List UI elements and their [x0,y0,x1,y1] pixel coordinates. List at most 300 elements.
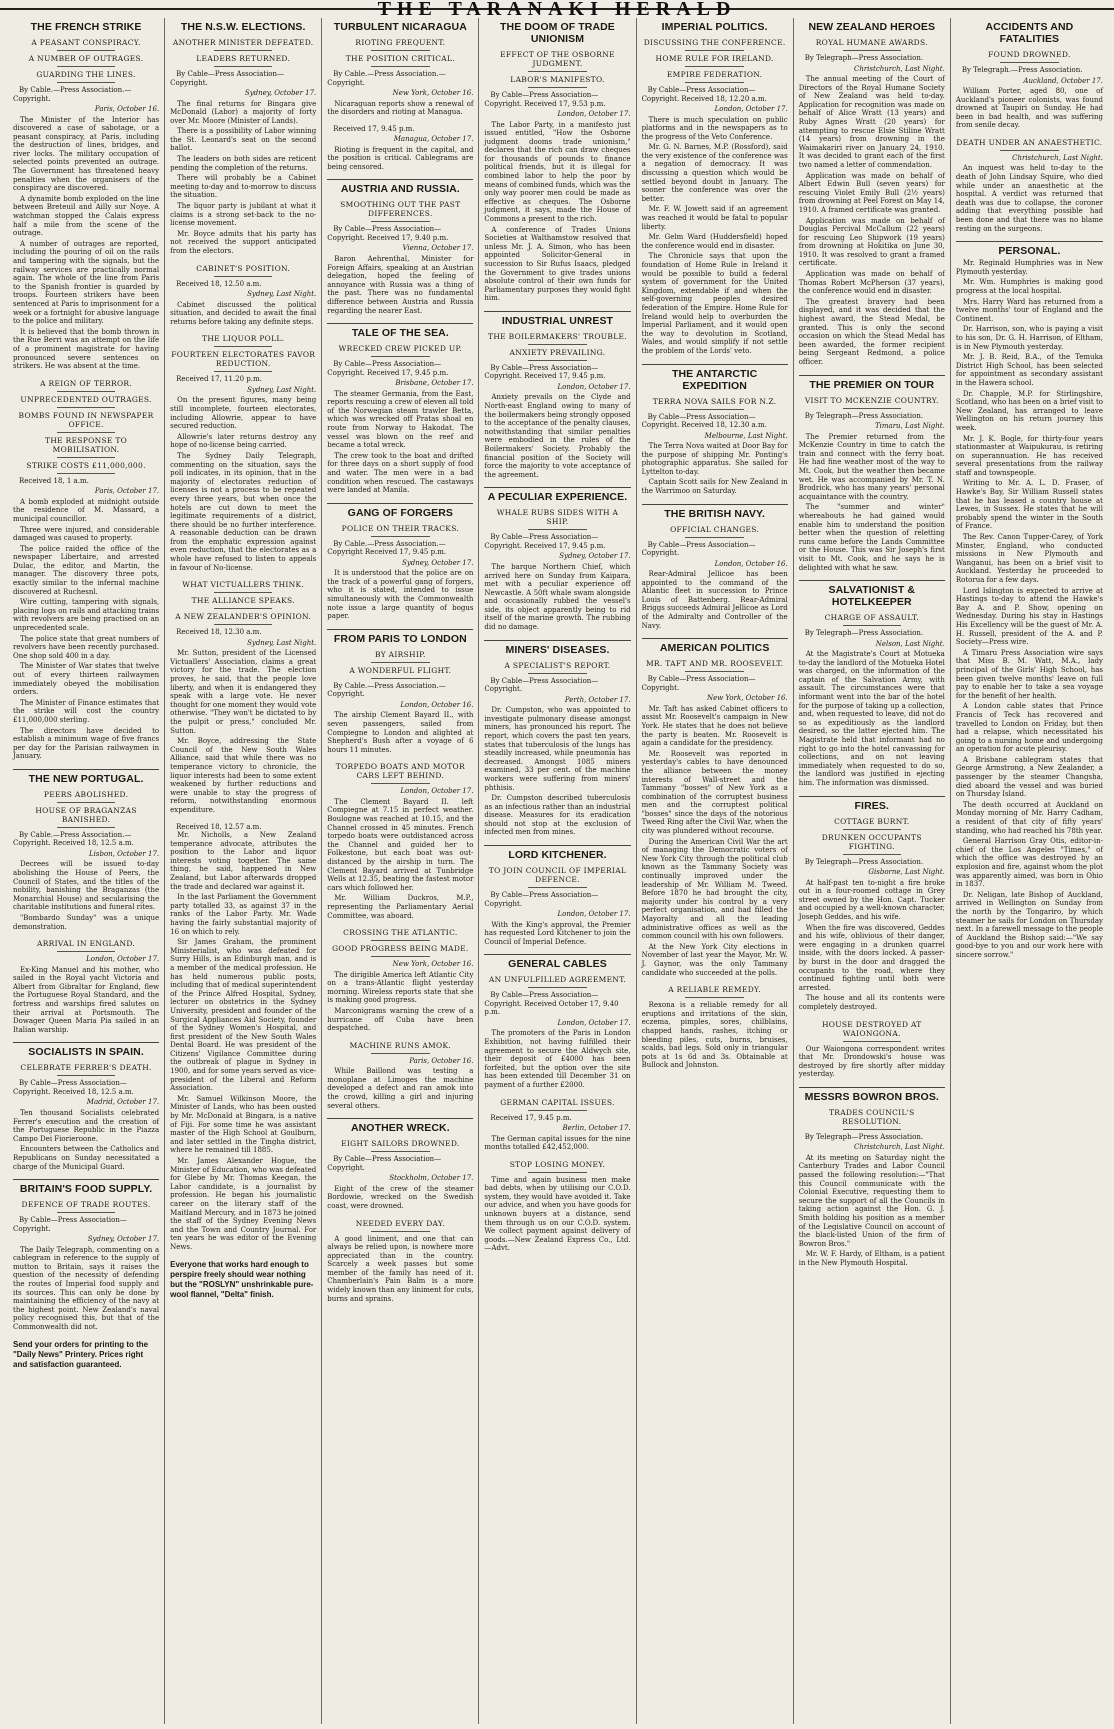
article-paragraph: Mr. Roosevelt was reported in yesterday's cables to have denounced the alliance between the money interests of Wall-street and the Tammany "bosses" of New York as a combination of the corruptest business men and the corruptest political "bosses" since the days of the notorious Tweed Ring after the Civil War, when the city was plundered without recourse. [641,749,788,836]
article-dateline: Paris, October 16. [409,1056,474,1065]
article-subheading: A SPECIALIST'S REPORT. [504,660,611,670]
article-dateline: Paris, October 17. [94,487,160,496]
column-6 [794,18,951,1724]
article-paragraph: The liquor party is jubilant at what it claims is a strong set-back to the no-license movement. [170,202,317,228]
article [13,769,159,931]
advertisement-text: Send your orders for printing to the "Daily News" Printery. Prices right and satisfaction guaranteed. [13,1339,149,1369]
divider [214,624,272,625]
article [170,823,316,1252]
article-paragraph: Mr. William Duckros, M.P., representing the Parliamentary Aerial Committee, was aboard. [327,894,474,920]
article-byline: By Telegraph—Press Association. [804,1132,924,1141]
article-paragraph: Mr. Reginald Humphries was in New Plymouth yesterday. [955,259,1103,276]
article-paragraph: A Brisbane cablegram states that George Armstrong, a New Zealander, a passenger by the steamer Changsha, died aboard the vessel and was buried on Thursday Island. [955,755,1103,799]
article-dateline: Vienna, October 17. [402,244,474,253]
divider [371,536,429,537]
article-subheading: A NEW ZEALANDER'S OPINION. [175,612,312,622]
article-paragraph: Mr. W. F. Hardy, of Eltham, is a patient in the New Plymouth Hospital. [798,1250,945,1267]
article-byline: By Cable.—Press Association.—Copyright. [327,70,446,87]
article-dateline: Sydney, Last Night. [247,290,317,299]
article [13,1042,159,1171]
article-heading: THE ANTARCTIC EXPEDITION [642,364,788,394]
divider [685,82,743,83]
divider [371,940,429,941]
divider [371,221,429,222]
article-subheading: A REIGN OF TERROR. [40,378,133,388]
article-paragraph: An inquest was held to-day to the death of John Lindsay Squire, who died while under an anaesthetic at the hospital. A verdict was returned that death was due to collapse, the coroner adding that everything possible had been done and that there was no blame resting on the surgeons. [955,164,1103,233]
article-subheading: BY AIRSHIP. [375,649,426,659]
divider [214,276,272,277]
divider [371,956,429,957]
article-paragraph: The leaders on both sides are reticent pending the completion of the returns. [170,155,317,172]
column-5 [637,18,794,1724]
article [327,18,473,117]
article-byline: By Cable—Press Association—Copyright. Received 18, 12.5 a.m. [13,1079,134,1096]
article-subheading: PEERS ABOLISHED. [43,789,129,799]
article-paragraph: While Baillond was testing a monoplane at Limoges the machine developed a defect and ran amok into the crowd, killing a girl and injuring several others. [327,1067,474,1110]
article [642,638,788,977]
article [13,18,159,371]
article-paragraph: With the King's approval, the Premier has requested Lord Kitchener to join the Council of Imperial Defence. [484,920,631,946]
masthead [0,0,1114,20]
divider [685,537,743,538]
divider [57,82,115,83]
article-heading: MESSRS BOWRON BROS. [799,1087,945,1105]
article-paragraph: The Sydney Daily Telegraph, commenting on the situation, says the poll indicates, in its opinion, that in the majority of electorates reduction of licenses is not a process to be repeated every three years, but when once the hotels are cut down to meet the legitimate requirements of a district, there should be no further interference. A reasonable deduction can be drawn from the emphatic expression against even reduction, that the electorates as a whole have refused to listen to appeals in favour of No-license. [170,451,317,572]
article-dateline: New York, October 16. [392,89,474,97]
article [484,311,630,479]
article-paragraph: Rioting is frequent in the capital, and the position is critical. Cablegrams are being censored. [327,145,474,171]
article-paragraph: The house and all its contents were completely destroyed. [798,994,945,1011]
article [327,629,473,754]
article-subheading: A WONDERFUL FLIGHT. [349,665,452,675]
article-byline: By Telegraph—Press Association. [804,629,924,638]
article [170,580,316,814]
divider [371,662,429,663]
article-dateline: Auckland, October 17. [1023,76,1103,85]
article-byline: Received 17, 11.20 p.m. [176,375,262,384]
article-subheading: TO JOIN COUNCIL OF IMPERIAL DEFENCE. [488,866,627,885]
article-dateline: Berlin, October 17. [562,1124,631,1132]
article [484,845,630,946]
article [327,762,473,920]
article-heading: TALE OF THE SEA. [327,323,473,341]
article-subheading: STOP LOSING MONEY. [509,1159,606,1169]
divider [214,592,272,593]
article-paragraph: Mr. James Alexander Hogue, the Minister of Education, who was defeated for Glebe by Mr. Thomas Keegan, the Labor candidate, is a journalist by profession. He began his journalistic career on the literary staff of the Maitland Mercury, and in 1873 he joined the staff of the Sydney Evening News and the Town and Country Journal. For ten years he was editor of the Evening News. [170,1157,317,1251]
article-byline: By Telegraph—Press Association. [804,411,924,420]
article-heading: A PECULIAR EXPERIENCE. [484,487,630,505]
article-paragraph: The "summer and winter" whereabouts he had gained would enable him to understand the position better when the question of reletting runs came before the Lands Committee or the House. This was Sir Joseph's first visit to Mt. Cook, and he says he is delighted with what he saw. [798,503,945,572]
divider [371,678,429,679]
divider [1000,62,1059,63]
divider [843,1041,901,1042]
article-dateline: London, October 17. [557,382,631,391]
article-dateline: Christchurch, Last Night. [1012,153,1103,162]
article-paragraph: The Rev. Canon Tupper-Carey, of York Minster, England, who conducted missions in New Plymouth and Wanganui, has been on a brief visit to Auckland. Yesterday he proceeded to Rotorua for a few days. [955,533,1103,584]
divider [528,71,586,72]
article-byline: By Cable.—Press Association.—Copyright. [13,86,132,103]
article-byline: By Cable—Press Association—Copyright. [484,676,599,694]
article-paragraph: Three were injured, and considerable damaged was caused to property. [13,525,160,543]
article [170,18,316,256]
article-paragraph: The Minister of War states that twelve out of every thirteen railwaymen immediately obeyed the mobilisation orders. [13,662,160,697]
article-paragraph: During the American Civil War the art of managing the Democratic voters of New York City through the political club known as the Tammany Society was continually improved under the leadership of Mr. William M. Tweed. Before 1870 he had brought the city, majority under his control by a very perfect organisation, and had filled the Mayoralty and all the leading administrative offices as well as the common council with his own followers. [641,837,788,941]
article-paragraph: The Labor Party, in a manifesto just issued entitled, "How the Osborne judgment dooms trade unionism," declares that the rich can draw cheques for thousands of pounds to finance political friends, but it is illegal for combined labor to help the poor by means of combined funds, which was the only way poorer men could be made as effective as cheques. The Osborne judgment, it says, made the House of Commons a present to the rich. [484,120,631,224]
article-dateline: London, October 17. [400,787,474,796]
article-subheading: A RELIABLE REMEDY. [668,985,761,995]
article-subheading: FOURTEEN ELECTORATES FAVOR REDUCTION. [171,350,316,369]
article [642,18,788,356]
article-paragraph: The directors have decided to establish a minimum wage of five francs per day for the Parisian railwaymen in January. [13,726,160,761]
article-paragraph: Mr. G. N. Barnes, M.P. (Rossford), said the very existence of the conference was a negation of democracy. It was discussing a question which would be settled beyond doubt in January. The sooner the conference was over the better. [641,143,788,203]
article [484,640,630,837]
article-subheading: TERRA NOVA SAILS FOR N.Z. [652,396,777,406]
article-paragraph: Eight of the crew of the steamer Bordowie, wrecked on the Swedish coast, were drowned. [327,1184,474,1210]
article [13,379,159,761]
divider [843,625,901,626]
article-dateline: Christchurch, Last Night. [853,1143,945,1152]
article-dateline: Sydney, October 17. [244,89,317,97]
article-subheading: COTTAGE BURNT. [834,816,910,826]
article-paragraph: Mr. F. W. Jowett said if an agreement was reached it would be fatal to popular liberty. [641,205,788,231]
article-paragraph: Application was made on behalf of Thomas Robert McPherson (37 years), the conference would end in disaster. [798,270,945,296]
article-dateline: Nelson, Last Night. [875,639,945,648]
divider [57,66,115,67]
divider [843,854,901,855]
divider [685,997,743,998]
article-subheading: GUARDING THE LINES. [36,70,136,79]
article-dateline: Sydney, Last Night. [247,638,317,647]
divider [214,371,272,372]
divider [371,783,429,784]
article-heading: GANG OF FORGERS [327,503,473,521]
article [642,364,788,496]
article-paragraph: Mr. J. K. Bogle, for thirty-four years stationmaster at Waipukurau, is retiring on superannuation. He has received several presentations from the railway staff and townspeople. [955,434,1103,477]
divider [214,50,272,51]
article-paragraph: The barque Northern Chief, which arrived here on Sunday from Kaipara, met with a peculiar experience off Newcastle. A 50ft whale swam alongside and occasionally rubbed the vessel's side, its object apparently being to rid itself of the marine growth. The rubbing did no damage. [484,562,631,632]
article-paragraph: Mr. J. B. Reid, B.A., of the Temuka District High School, has been selected for appointment as secondary assistant in the Hawera school. [955,353,1103,387]
article-subheading: FOUND DROWNED. [988,50,1071,59]
article-subheading: TRADES COUNCIL'S RESOLUTION. [829,1107,915,1126]
article-paragraph: Baron Aehrenthal, Minister for Foreign Affairs, speaking at an Austrian delegation, hoped the feeling of annoyance with Russia was a thing of the past. There was no fundamental difference between Austria and Russia regarding the nearer East. [327,254,474,315]
article-dateline: London, October 17. [714,105,788,113]
article-dateline: Christchurch, Last Night. [853,64,945,73]
article-byline: By Telegraph.—Press Association. [961,66,1083,74]
article-subheading: ARRIVAL IN ENGLAND. [37,939,136,949]
divider [57,391,115,392]
article-paragraph: The annual meeting of the Court of Directors of the Royal Humane Society of New Zealand was held to-day. Application for recognition was made on behalf of Alice Wratt (13 years) and Ruby Agnes Wratt (20 years) for attempting to rescue Elsie Stiline Wratt (14 years) from drowning in the Waimakariri river on January 24, 1910. It was decided to grant each of the first two named a letter of commendation. [798,75,945,169]
article-subheading: HOME RULE FOR IRELAND. [655,54,774,63]
article-heading: THE FRENCH STRIKE [30,21,142,33]
article-subheading: UNPRECEDENTED OUTRAGES. [20,394,152,404]
article-subheading: VISIT TO MCKENZIE COUNTRY. [804,395,939,405]
article [642,985,788,1070]
article-subheading: EMPIRE FEDERATION. [666,70,763,79]
article-paragraph: Encounters between the Catholics and Republicans on Sunday necessitated a charge of the Municipal Guard. [13,1145,160,1171]
divider [371,356,429,357]
divider [843,829,901,830]
article-byline: By Telegraph—Press Association. [804,54,924,62]
article-paragraph: It is understood that the police are on the track of a powerful gang of forgers, who it is stated, intended to issue simultaneously with the Commonwealth note issue a large quantity of bogus paper. [327,569,474,621]
article-subheading: WHAT VICTUALLERS THINK. [182,580,305,590]
article-paragraph: A Timaru Press Association wire says that Miss B. M. Watt, M.A., lady principal of the Girls' High School, has been given twelve months' leave on full pay to enable her to take a sea voyage for the benefit of her health. [955,648,1103,700]
article-paragraph: The crew took to the boat and drifted for three days on a short supply of food and water. The men were in a bad condition when rescued. The castaways were landed at Manila. [327,451,474,495]
article-paragraph: Decrees will be issued to-day abolishing the House of Peers, the Council of States, and the titles of the nobility, banishing the Braganzas (the Monarchial House) and secularising the charitable institutions and funeral rites. [13,860,160,912]
article-dateline: Melbourne, Last Night. [704,431,788,440]
article [799,580,945,788]
article-paragraph: Ten thousand Socialists celebrated Ferrer's execution and the creation of the Portuguese Republic in the Piazza Campo Dei Fiorieroone. [13,1108,160,1143]
article-paragraph: A dynamite bomb exploded on the line between Breteuil and Ailly sur Noye. A watchman stopped the Calais express half a mile from the scene of the outrage. [13,194,160,238]
article-paragraph: Mr. Samuel Wilkinson Moore, the Minister of Lands, who has been ousted by Mr. McDonald at Bingara, is a native of Fiji. For some time he was assistant master of the High School at Goulburn, and later settled in the Tingha district, where he remained till 1885. [170,1094,317,1155]
divider [528,887,586,888]
article-paragraph: In the last Parliament the Government party totalled 33, as against 37 in the ranks of the Labor Party. Mr. Wade having the fairly substantial majority of 16 on which to rely. [170,893,317,936]
masthead-title: THE TARANAKI HERALD [377,0,737,20]
divider [528,344,586,345]
article-byline: By Cable—Press Association—Copyright. [484,891,599,908]
article-paragraph: Mr. Gelm Ward (Huddersfield) hoped the conference would end in disaster. [641,233,788,250]
article-paragraph: Mr. Nicholls, a New Zealand temperance advocate, attributes the position to the Labor and liquor interests voting together. The same thing, he said, happened in New Zealand, but Labor afterwards dropped the trade and declared war against it. [170,831,317,891]
article [799,1087,945,1268]
article-subheading: SMOOTHING OUT THE PAST DIFFERENCES. [340,200,461,219]
article-paragraph: The police state that great numbers of revolvers have been recently purchased. One shop sold 400 in a day. [13,634,160,660]
divider [685,409,743,410]
article-paragraph: Sir James Graham, the prominent Ministerialist, who was defeated for Surry Hills, is an Edinburgh man, and is a member of the medical profession. He has held numerous public posts, including that of medical superintendent of the Prince Alfred Hospital, Sydney, lecturer on obstetrics in the Sydney University, president and founder of the Surgical Appliances Aid Society, founder of the Sydney Women's Hospital, and first president of the New South Wales Dental Board. He was president of the Citizens' Vigilance Committee during the outbreak of plague in Sydney in 1900, and for some years served as vice-president of the Liberal and Reform Association. [170,938,317,1093]
article-paragraph: The Minister of the Interior has discovered a case of sabotage, or a peasant conspiracy, at Paris, including the destruction of lines, bridges, and river locks. The military occupation of selected points prevented an outrage. The Government has threatened heavy penalties when the organisers of the conspiracy are discovered. [13,115,160,193]
article-subheading: HOUSE OF BRAGANZAS BANISHED. [35,805,137,824]
article-paragraph: A bomb exploded at midnight outside the residence of M. Massard, a municipal councillor. [13,497,160,523]
article [170,334,316,572]
article-paragraph: Rear-Admiral Jellicoe has been appointed to the command of the Atlantic fleet in succession to Prince Louis of Battenberg. Rear-Admiral Briggs succeeds Admiral Jellicoe as Lord of the Admiralty and Controller of the Navy. [641,570,788,630]
article [327,503,473,621]
article-heading: NEW ZEALAND HEROES [808,21,936,33]
article-subheading: DRUNKEN OCCUPANTS FIGHTING. [821,832,922,851]
divider [371,66,429,67]
article-paragraph: Application was made on behalf of Douglas Percival McCallum (22 years) for rescuing Leo Shipwork (19 years) from drowning at Hokitika on June 30, 1910. It was resolved to grant a framed certificate. [798,216,945,268]
article-subheading: LEADERS RETURNED. [196,54,291,63]
article-paragraph: Time and again business men make bad debts, when by utilising our C.O.D. system, they would have avoided it. Take our advice, and when you have goods for unknown buyers at a distance, send them through us on our C.O.D. system. We collect payment against delivery of goods.—New Zealand Express Co., Ltd.—Advt. [484,1175,631,1253]
article-heading: AMERICAN POLITICS [642,638,788,656]
article-paragraph: The Clement Bayard II. left Compiegne at 7.15 in perfect weather. Boulogne was reached at 10.15, and the Channel crossed in 45 minutes. French torpedo boats were outdistanced across the Channel and guided her to Folkestone, but each boat was out-distanced by the airship in turn. The Clement Bayard arrived at Tunbridge Wells at 12.35, beating the fastest motor cars which followed her. [327,797,474,892]
article-paragraph: Application was made on behalf of Albert Edwin Bull (seven years) for rescuing Violet Emily Bull (2½ years) from drowning at Peel Forest on May 14, 1910. A framed certificate was granted. [798,171,945,214]
divider [528,987,586,988]
article-paragraph: The police raided the office of the newspaper Libertaire, and arrested Dulac, the editor, and Martin, the manager. The discovery three pots, exactly similar to the infernal machine discovered at Ruchesnl. [13,544,160,596]
article-subheading: MACHINE RUNS AMOK. [349,1040,452,1050]
advertisement-text: Everyone that works hard enough to perspire freely should wear nothing but the "ROSLYN" unshrinkable pure-wool flannel, "Delta" finish. [170,1259,314,1299]
article-subheading: ANOTHER MINISTER DEFEATED. [172,38,314,47]
divider [214,346,272,347]
divider [528,1110,586,1111]
article-byline: Received 17, 9.45 p.m. [490,1113,572,1122]
divider [843,408,901,409]
article-heading: PERSONAL. [956,241,1103,259]
article-paragraph: A number of outrages are reported, including the pouring of oil on the rails and tampering with the signals, but the railway services are practically normal again. The whole of the line from Paris to the Spanish frontier is guarded by troops. Fourteen strikers have been sentenced at Paris to imprisonment for a week or a fortnight for abusive language to the police and military. [13,239,160,326]
article-byline: By Cable.—Press Association.—Copyright Received 17, 9.45 p.m. [327,539,447,557]
article-dateline: Madrid, October 17. [86,1098,160,1107]
column-3 [322,18,479,1724]
article-subheading: EIGHT SAILORS DROWNED. [341,1139,460,1149]
article-subheading: WRECKED CREW PICKED UP. [338,344,463,354]
divider [57,802,115,803]
article-byline: By Cable—Press Association—Copyright. [327,1155,442,1172]
article-byline: Received 18, 12.57 a.m. [176,822,262,831]
article-heading: MINERS' DISEASES. [484,640,630,658]
article-paragraph: The Chronicle says that upon the foundation of Home Rule in Ireland it would be possible to build a federal system of government for the United Kingdom, extendable if and when the self-governing peoples desired federation of the Empire. Home Rule for Ireland would help to overburden the Imperial Parliament, and it would open the way to devolution in Scotland, Wales, and would simplify if not settle the problem of the Lords' veto. [641,252,788,355]
article [799,18,945,367]
article-dateline: Sydney, October 17. [87,1235,160,1244]
article-paragraph: The steamer Germania, from the East, reports rescuing a crew of eleven all told of the Norwegian steam trawler Betta, which was wrecked off Pratas shoal en route from Norway to Hakodat. The vessel was blown on the reef and became a total wreck. [327,389,474,450]
article-dateline: Paris, October 16. [94,105,160,113]
article [642,504,788,631]
article-paragraph: Mrs. Harry Ward has returned from a twelve months' tour of England and the Continent. [955,297,1103,323]
article-dateline: Lisbon, October 17. [88,849,160,858]
article [799,375,945,573]
article-paragraph: Wire cutting, tampering with signals, placing logs on rails and attacking trains with revolvers are being practised on an unprecedented scale. [13,598,160,633]
article-subheading: CHARGE OF ASSAULT. [824,613,919,623]
article-paragraph: The final returns for Bingara give McDonald (Labor) a majority of forty over Mr. Moore (Minister of Lands). [170,99,317,125]
article-dateline: London, October 17. [557,1018,631,1027]
article [956,138,1103,233]
divider [57,827,115,828]
article-subheading: CABINET'S POSITION. [196,263,291,273]
article-subheading: BOMBS FOUND IN NEWSPAPER OFFICE. [18,410,154,429]
article-dateline: London, October 17. [557,910,631,919]
article-heading: THE PREMIER ON TOUR [799,375,945,393]
article-subheading: GERMAN CAPITAL ISSUES. [500,1097,615,1107]
article [327,179,473,315]
divider [57,407,115,408]
article-heading: ACCIDENTS AND FATALITIES [985,21,1074,45]
article-paragraph: There will probably be a Cabinet meeting to-day and to-morrow to discuss the situation. [170,174,317,200]
divider [57,50,115,51]
article-dateline: London, October 17. [557,110,631,118]
article-heading: THE DOOM OF TRADE UNIONISM [500,21,615,45]
article-paragraph: Captain Scott sails for New Zealand in the Warrimoo on Saturday. [641,478,788,495]
article [13,939,159,1034]
article-subheading: EFFECT OF THE OSBORNE JUDGMENT. [500,50,615,68]
divider [528,529,586,530]
article [327,1118,473,1210]
article [956,18,1103,130]
article-byline: By Cable—Press Association—Copyright. Received 18, 12.30 a.m. [641,412,767,430]
article [327,1219,473,1304]
divider [528,673,586,674]
article-byline: Received 17, 9.45 p.m. [333,124,415,133]
article-subheading: STRIKE COSTS £11,000,000. [26,460,146,470]
article-dateline: Sydney, October 17. [559,552,631,561]
article [327,125,473,172]
article-subheading: CROSSING THE ATLANTIC. [343,928,458,938]
divider [843,1129,901,1130]
article-byline: By Cable—Press Association—Copyright. [641,675,756,692]
article-subheading: A PEASANT CONSPIRACY. [31,38,141,47]
divider [57,1075,115,1076]
divider [685,671,743,672]
article [799,796,945,1012]
article-paragraph: On the present figures, many being still incomplete, fourteen electorates, including Allowrie, appear to have secured reduction. [170,396,317,431]
divider [57,1212,115,1213]
article-paragraph: Anxiety prevails on the Clyde and North-east England owing to many of the boilermakers being strongly opposed to the acceptance of the penalty clauses, notwithstanding that similar penalties were embodied in the rules of the Boilermakers' Society. Probably the financial position of the Society will force the majority to vote acceptance of the agreement. [484,393,631,479]
article-subheading: WHALE RUBS SIDES WITH A SHIP. [496,508,619,527]
article [956,241,1103,959]
article-dateline: London, October 16. [400,700,474,709]
article-paragraph: A conference of Trades Unions Societies at Walthamstow resolved that unless Mr. J. A. Simon, who has been appointed Solicitor-General in succession to Sir Rufus Isaacs, pledged the Government to give trades unions absolute control of their own funds for Parliamentary purposes they would fight him. [484,225,631,303]
article-paragraph: The promoters of the Paris in London Exhibition, not having fulfilled their agreement to secure the Aldwych site, their deposit of £4000 has been forfeited, but the option over the site has been extended till December 31 on payment of a further £2000. [484,1029,631,1089]
article-paragraph: It is believed that the bomb thrown in the Rue Berri was an attempt on the life of a prominent magistrate for having pronounced severe sentences on strikers. He was absent at the time. [13,327,160,371]
article [484,1098,630,1152]
newspaper-columns [8,18,1108,1724]
article-paragraph: William Porter, aged 80, one of Auckland's pioneer colonists, was found drowned at Taupiri on Sunday. He had been in bad health, and was suffering from senile decay. [955,87,1103,130]
article-dateline: London, October 17. [86,955,160,964]
article-heading: FIRES. [799,796,945,814]
article-heading: THE NEW PORTUGAL. [13,769,159,787]
article-subheading: POLICE ON THEIR TRACKS. [341,523,460,533]
column-2 [165,18,322,1724]
divider [843,50,901,51]
divider [371,1053,429,1054]
article-dateline: New York, October 16. [706,694,788,703]
article-dateline: Brisbane, October 17. [395,379,474,388]
article-paragraph: Cabinet discussed the political situation, and decided to await the final returns before taking any definite steps. [170,300,317,326]
article [484,18,630,303]
article-subheading: HOUSE DESTROYED AT WAIONGONA. [821,1019,922,1038]
article-subheading: ROYAL HUMANE AWARDS. [815,38,928,47]
article-subheading: TORPEDO BOATS AND MOTOR CARS LEFT BEHIND. [335,762,465,781]
article-paragraph: Our Waiongona correspondent writes that Mr. Drondowski's house was destroyed by fire shortly after midday yesterday. [798,1044,945,1079]
divider [685,50,743,51]
article-subheading: DISCUSSING THE CONFERENCE. [643,38,786,47]
article-heading: THE N.S.W. ELECTIONS. [180,21,306,33]
article [484,487,630,631]
article-byline: Received 18, 12.50 a.m. [176,279,262,288]
article-paragraph: A London cable states that Prince Francis of Teck has recovered and travelled to London on Friday, but then had a relapse, which necessitated his going to a nursing home and undergoing an operation for acute pleurisy. [955,702,1103,754]
article-heading: IMPERIAL POLITICS. [661,21,768,33]
article-subheading: LABOR'S MANIFESTO. [510,75,605,84]
divider [528,360,586,361]
article-dateline: Perth, October 17. [564,695,631,704]
article-dateline: Sydney, Last Night. [247,385,317,394]
article-dateline: Managua, October 17. [393,135,474,144]
article-paragraph: The greatest bravery had been displayed, and it was decided that the highest award, the Stead Medal, be granted. This is only the second occasion on which the Stead Medal has been awarded, the former recipient being Sergeant Redmond, a police officer. [798,297,945,366]
article-heading: LORD KITCHENER. [484,845,630,863]
article-byline: By Cable—Press Association—Copyright. Received 18, 12.20 a.m. [641,86,767,103]
article-paragraph: When the fire was discovered, Geddes and his wife, oblivious of their danger, were engaging in a drunken quarrel inside, with the doors locked. A passer-by burst in the door and dragged the occupants to the road, where they continued fighting until both were arrested. [798,923,945,992]
article-byline: By Cable—Press Association—Copyright. Received October 17, 9.40 p.m. [484,991,619,1017]
article-paragraph: "Bombardo Sunday" was a unique demonstration. [13,914,160,931]
divider [528,87,586,88]
article-paragraph: Dr. Neligan, late Bishop of Auckland, arrived in Wellington on Sunday from the north by the Tongariro, by which steamer he sails for London on Thursday next. In a farewell message to the people of Auckland the Bishop said:—"We say good-bye to you and our work here with sincere sorrow." [955,890,1103,959]
article-paragraph: Mr. Boyce admits that his party has not received the support anticipated from the electors. [170,229,317,255]
article-byline: Received 18, 12.30 a.m. [176,628,262,637]
article-subheading: GOOD PROGRESS BEING MADE. [332,944,469,954]
article-paragraph: Mr. Wm. Humphries is making good progress at the local hospital. [955,278,1103,295]
article-subheading: NEEDED EVERY DAY. [355,1218,445,1228]
article-subheading: AN UNFULFILLED AGREEMENT. [488,975,627,985]
article-heading: AUSTRIA AND RUSSIA. [327,179,473,197]
article-paragraph: Lord Islington is expected to arrive at Hastings to-day to attend the Hawke's Bay A. and P. Show, opening on Wednesday. During his stay in Hastings His Excellency will be the guest of Mr. A. H. Russell, president of the A. and P. Society—Press wire. [955,586,1103,647]
article-subheading: RIOTING FREQUENT. [355,38,446,47]
article [170,264,316,327]
divider [528,1172,586,1173]
article-paragraph: Dr. Cumpston, who was appointed to investigate pulmonary disease amongst miners, has pronounced his report. The report, which covers the past ten years, states that tuberculosis of the lungs has steadily increased, while pneumonia has decreased. Amongst 1085 miners examined, 33 per cent. of the machine workers were suffering from miners' phthisis. [484,706,631,792]
article-dateline: Timaru, Last Night. [874,422,945,431]
article-dateline: London, October 16. [714,559,788,568]
article-paragraph: The Premier returned from the McKenzie Country in time to catch the train and connect with the ferry boat. He had fine weather most of the way to Mt. Cook, but the weather then became wet. He was accompanied by Mr. T. N. Brodrick, who has many years' personal acquaintance with the country. [798,432,945,501]
article-paragraph: Marconigrams warning the crew of a hurricane off Cuba have been despatched. [327,1006,474,1033]
divider [371,1151,429,1152]
article-byline: By Cable—Press Association—Copyright. [13,1216,127,1233]
divider [1000,150,1059,151]
article-dateline: Sydney, October 17. [402,558,474,567]
